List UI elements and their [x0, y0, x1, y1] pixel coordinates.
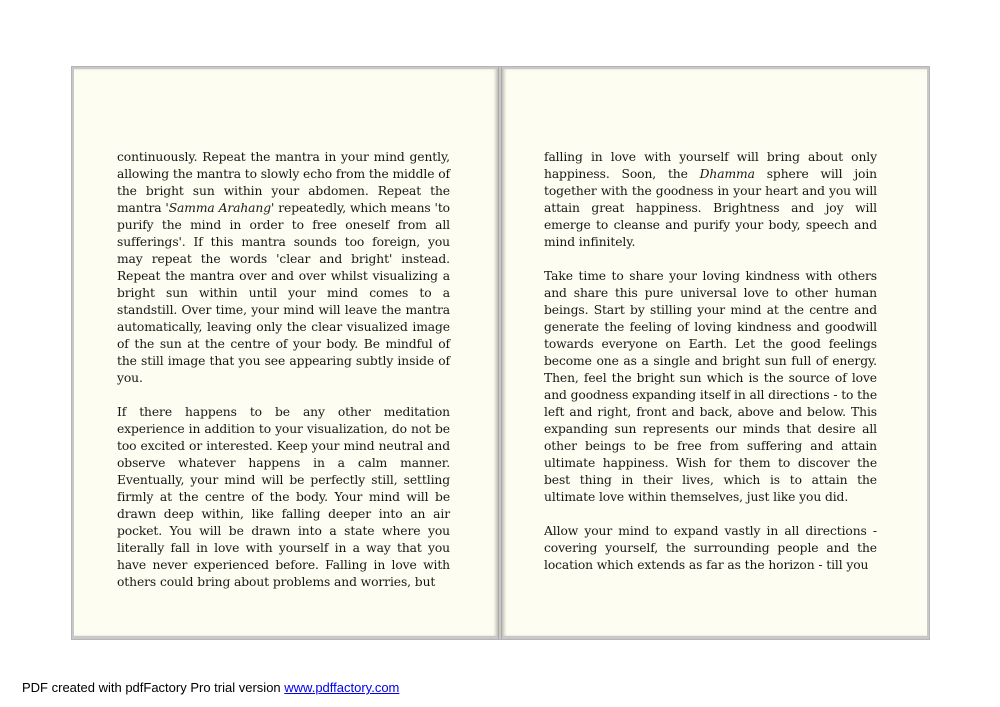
right-page	[502, 69, 927, 636]
left-paragraph-1-part-2: ' repeatedly, which means 'to purify the mind in order to free oneself from all sufferings'. If this mantra sounds too foreign, you may repeat the words 'clear and bright' instead. Repeat the mantra over and over whilst visualizing a bright sun within until your mind comes to a standstill. Over time, your mind will leave the mantra automatically, leaving only the clear visualized image of the sun at the centre of your body. Be mindful of the still image that you see appearing subtly inside of you.	[117, 201, 450, 385]
right-paragraph-3: Allow your mind to expand vastly in all directions - covering yourself, the surrounding people and the location which extends as far as the horizon - till you	[544, 524, 877, 572]
right-paragraph-1	[544, 149, 877, 251]
right-paragraph-2: Take time to share your loving kindness with others and share this pure universal love to other human beings. Start by stilling your mind at the centre and generate the feeling of loving kindness and goodwill towards everyone on Earth. Let the good feelings become one as a single and bright sun full of energy. Then, feel the bright sun which is the source of love and goodness expanding itself in all directions - to the left and right, front and back, above and below. This expanding sun represents our minds that desire all other beings to be free from suffering and attain ultimate happiness. Wish for them to discover the best thing in their lives, which is to attain the ultimate love within themselves, just like you did.	[544, 269, 877, 504]
footer-text: PDF created with pdfFactory Pro trial version	[22, 680, 285, 695]
right-paragraph-1-part-2: sphere will join together with the goodness in your heart and you will attain great happiness. Brightness and joy will emerge to cleanse and purify your body, speech and mind infinitely.	[544, 167, 877, 249]
book-spread	[72, 67, 929, 639]
left-paragraph-2: If there happens to be any other meditation experience in addition to your visualization, do not be too excited or interested. Keep your mind neutral and observe whatever happens in a calm manner. Eventually, your mind will be perfectly still, settling firmly at the centre of the body. Your mind will be drawn deep within, like falling deeper into an air pocket. You will be drawn into a state where you literally fall in love with yourself in a way that you have never experienced before. Falling in love with others could bring about problems and worries, but	[117, 405, 450, 589]
left-paragraph-1-part-1: continuously. Repeat the mantra in your mind gently, allowing the mantra to slowly echo from the middle of the bright sun within your abdomen. Repeat the mantra '	[117, 150, 450, 215]
footer-link[interactable]: www.pdffactory.com	[284, 680, 400, 695]
right-paragraph-1-part-1: falling in love with yourself will bring about only happiness. Soon, the	[544, 150, 877, 181]
left-page	[74, 69, 498, 636]
pdf-footer	[22, 680, 399, 695]
left-page-text	[117, 149, 450, 591]
right-page-text	[544, 149, 877, 574]
mantra-term: Samma Arahang	[168, 201, 271, 215]
left-paragraph-1	[117, 149, 450, 387]
dhamma-term: Dhamma	[699, 167, 755, 181]
